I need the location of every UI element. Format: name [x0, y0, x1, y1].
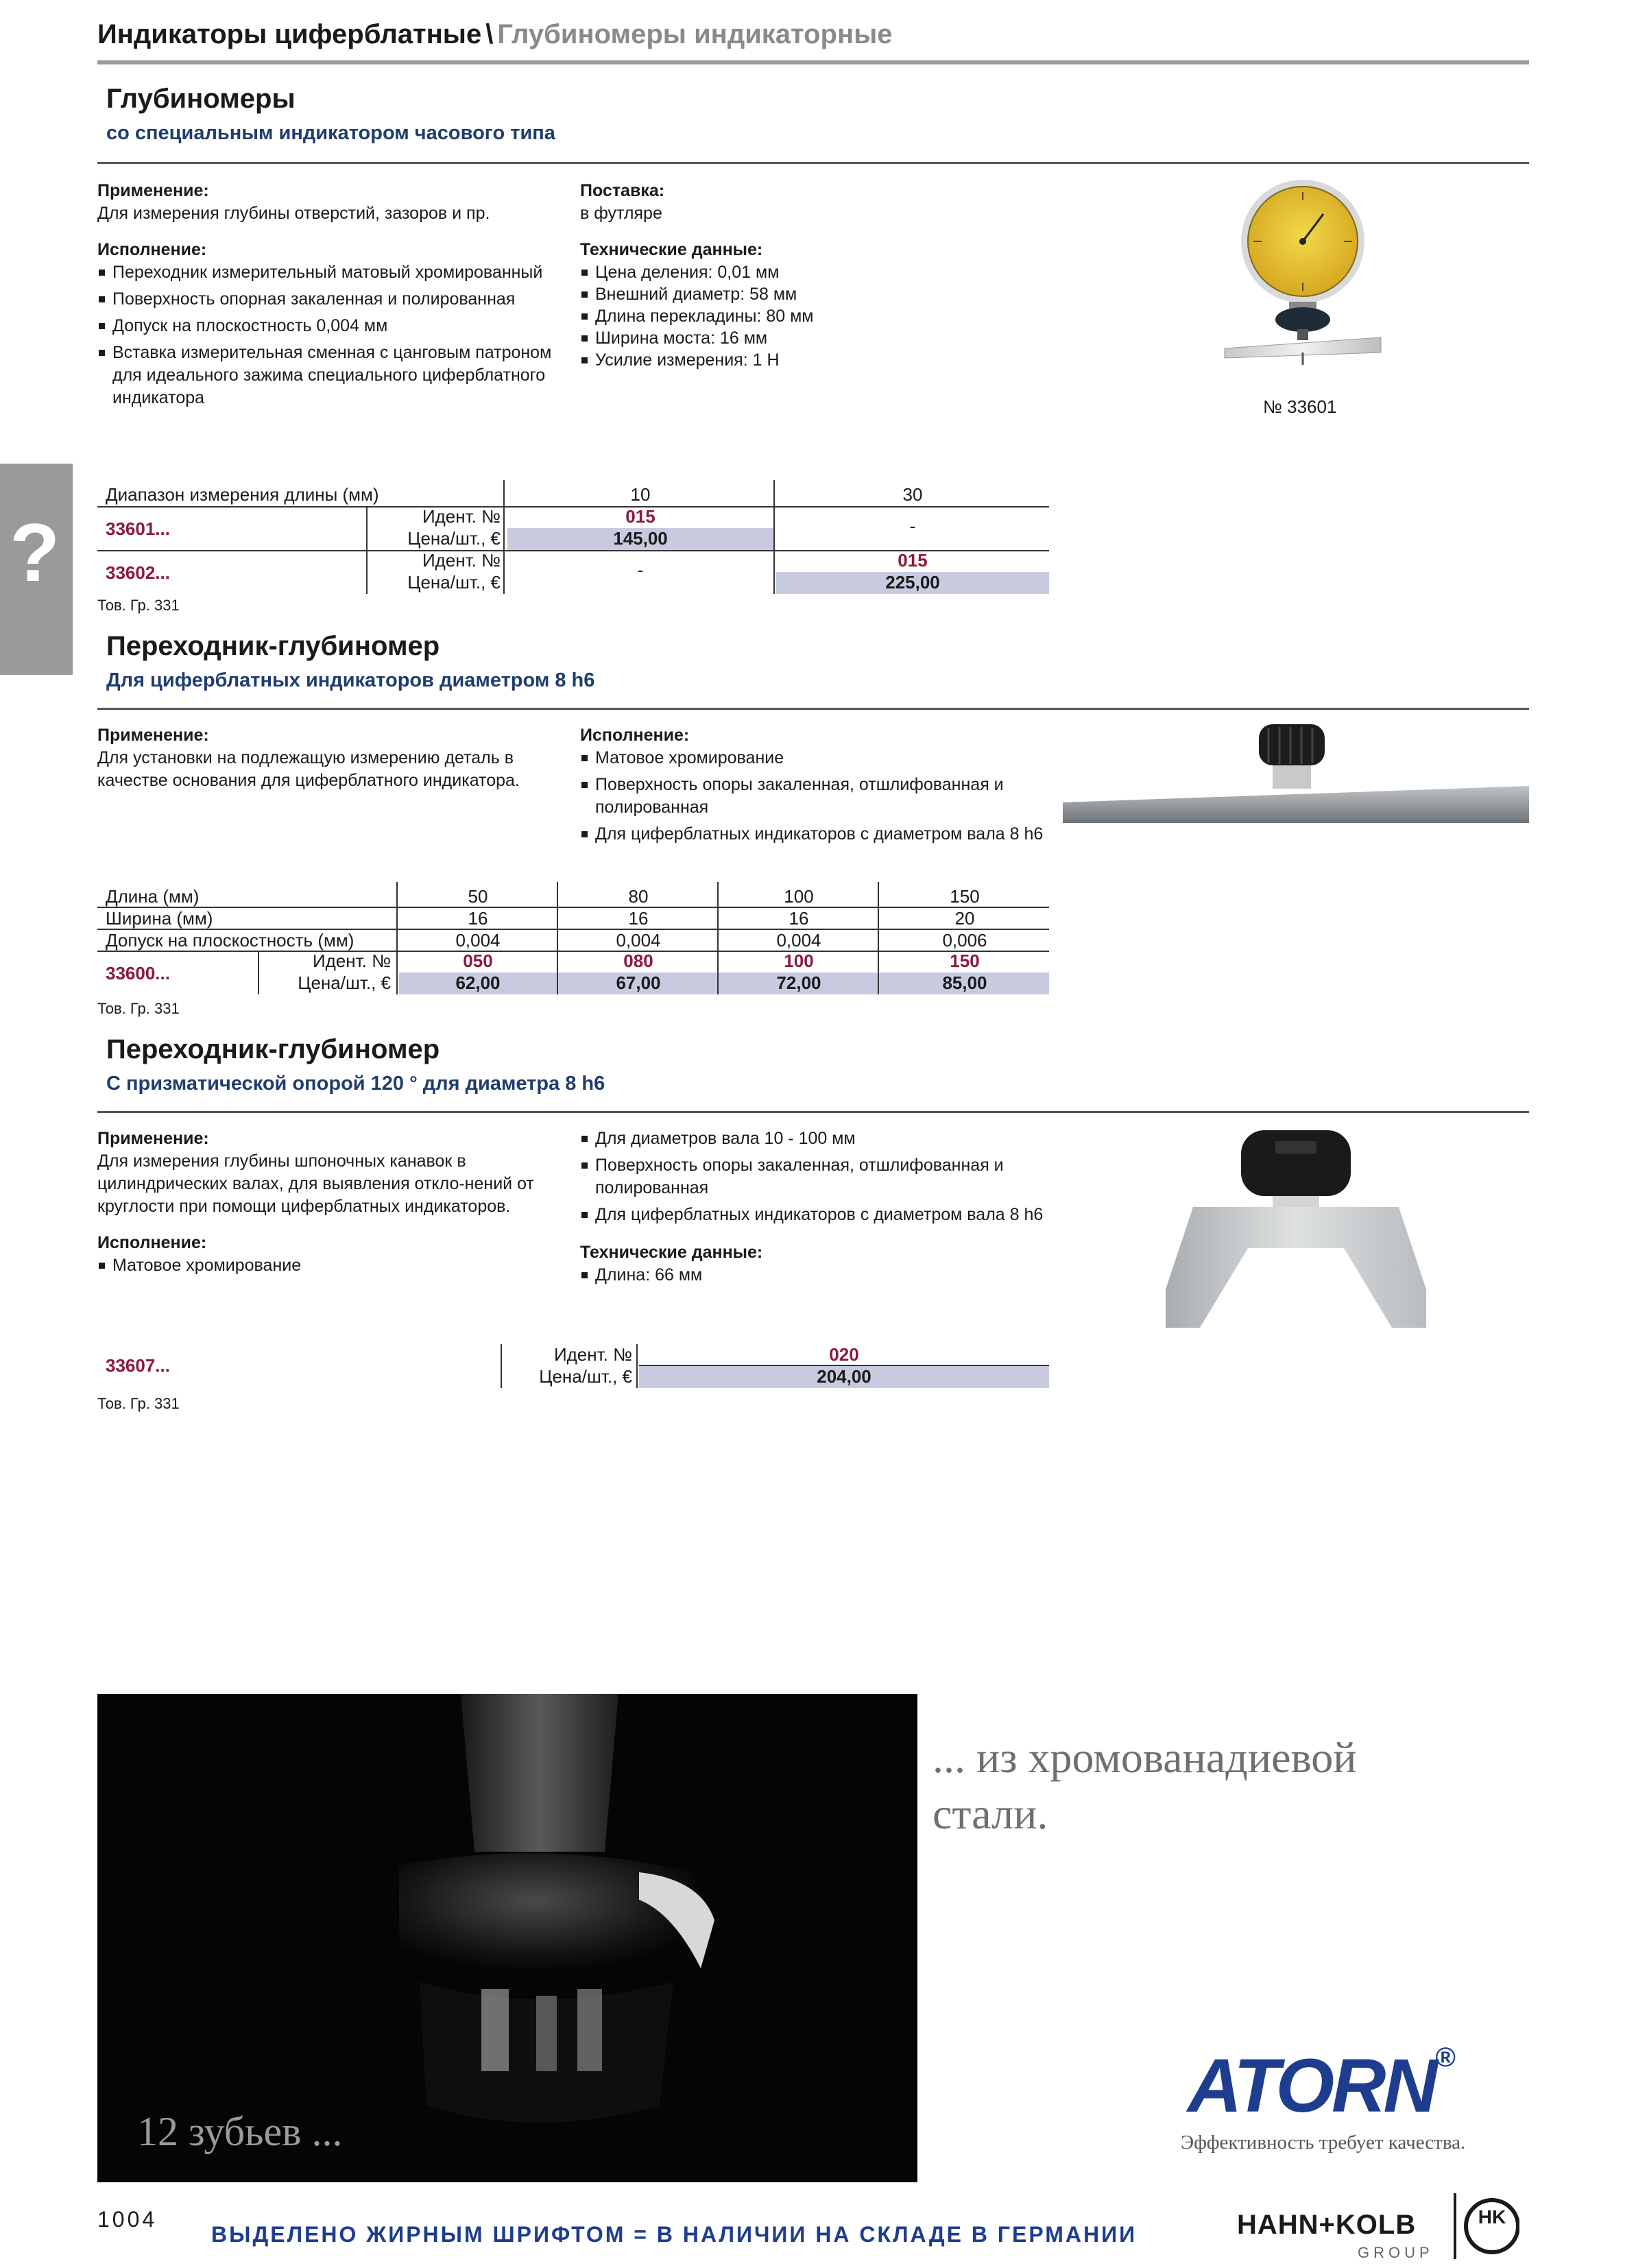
price-label: Цена/шт., €	[407, 528, 501, 549]
spec-label: Длина (мм)	[106, 886, 200, 907]
spec-value: 16	[789, 908, 809, 929]
registered-mark: ®	[1434, 2042, 1453, 2073]
id-value: 050	[463, 951, 493, 971]
tech-label: Технические данные:	[580, 240, 763, 259]
application-label: Применение:	[97, 181, 209, 200]
id-label: Идент. №	[312, 951, 391, 971]
price-label: Цена/шт., €	[298, 972, 391, 993]
product-group: Тов. Гр. 331	[97, 1000, 180, 1017]
tech-label: Технические данные:	[580, 1243, 763, 1262]
spec-label: Ширина (мм)	[106, 908, 213, 929]
price-value: 225,00	[885, 572, 940, 593]
spec-value: 150	[950, 886, 980, 907]
list-item: Матовое хромирование	[97, 1254, 564, 1277]
id-value: 150	[950, 951, 980, 971]
list-item: Длина перекладины: 80 мм	[580, 305, 937, 327]
header-category: Индикаторы циферблатные	[97, 19, 482, 49]
brand-tagline: Эффективность требует качества.	[1181, 2132, 1466, 2153]
application-label: Применение:	[97, 726, 209, 745]
id-value: 020	[829, 1344, 859, 1365]
range-col-10: 10	[630, 484, 651, 505]
page-header	[97, 19, 893, 50]
id-value: 015	[625, 506, 655, 527]
stock-notice: ВЫДЕЛЕНО ЖИРНЫМ ШРИФТОМ = В НАЛИЧИИ НА СКЛАДЕ В ГЕРМАНИИ	[211, 2222, 1138, 2247]
application-text: Для установки на подлежащую измерению деталь в качестве основания для циферблатного индикатора.	[97, 748, 520, 790]
price-value: 72,00	[776, 972, 821, 993]
spec-value: 0,004	[616, 930, 661, 951]
section2-subtitle: Для циферблатных индикаторов диаметром 8 h6	[106, 669, 595, 691]
brand-name: ATORN	[1188, 2044, 1435, 2128]
list-item: Переходник измерительный матовый хромированный	[97, 261, 564, 284]
spec-value: 0,004	[776, 930, 821, 951]
spec-value: 80	[628, 886, 649, 907]
application-text: Для измерения глубины отверстий, зазоров и пр.	[97, 204, 490, 223]
list-item: Ширина моста: 16 мм	[580, 327, 937, 349]
company-name: HAHN+KOLB	[1237, 2210, 1417, 2240]
spec-value: 0,004	[455, 930, 501, 951]
id-value: -	[637, 560, 644, 580]
delivery-label: Поставка:	[580, 181, 665, 200]
id-value: 100	[784, 951, 814, 971]
feature-list	[580, 1127, 1046, 1226]
id-value: 080	[623, 951, 653, 971]
article-33607: 33607...	[106, 1355, 170, 1376]
list-item: Поверхность опоры закаленная, отшлифованная и полированная	[580, 774, 1046, 819]
product-group: Тов. Гр. 331	[97, 597, 180, 614]
spec-value: 20	[954, 908, 975, 929]
tech-list	[580, 261, 937, 371]
dial-depth-gauge-image	[1220, 173, 1385, 365]
spec-value: 50	[468, 886, 488, 907]
banner-overlay-text: 12 зубьев ...	[137, 2109, 343, 2154]
id-label: Идент. №	[553, 1344, 632, 1365]
slogan-line: стали.	[933, 1789, 1048, 1838]
depth-bridge-image	[1063, 720, 1529, 827]
execution-list	[97, 1254, 564, 1277]
execution-label: Исполнение:	[97, 1233, 207, 1252]
product-group: Тов. Гр. 331	[97, 1395, 180, 1412]
price-value: 67,00	[616, 972, 661, 993]
section3-left-text	[97, 1127, 564, 1277]
range-header-label: Диапазон измерения длины (мм)	[106, 484, 379, 505]
section3-title: Переходник-глубиномер	[106, 1034, 440, 1064]
list-item: Допуск на плоскостность 0,004 мм	[97, 315, 564, 337]
list-item: Для циферблатных индикаторов с диаметром вала 8 h6	[580, 1204, 1046, 1226]
execution-label: Исполнение:	[97, 240, 207, 259]
section1-rule	[97, 162, 1529, 164]
section2-title: Переходник-глубиномер	[106, 631, 440, 661]
section1-right-text	[580, 180, 937, 371]
section2-right-text	[580, 724, 1046, 846]
delivery-text: в футляре	[580, 204, 662, 223]
execution-list	[580, 747, 1046, 846]
section3-right-text	[580, 1127, 1046, 1287]
list-item: Для диаметров вала 10 - 100 мм	[580, 1127, 1046, 1150]
section1-subtitle: со специальным индикатором часового типа	[106, 122, 555, 144]
header-subcategory: Глубиномеры индикаторные	[497, 19, 893, 49]
article-33602: 33602...	[106, 562, 170, 583]
execution-label: Исполнение:	[580, 726, 690, 745]
header-rule	[97, 60, 1529, 64]
prism-bridge-image	[1166, 1125, 1426, 1330]
article-33601: 33601...	[106, 518, 170, 539]
id-value: 015	[898, 550, 928, 571]
id-label: Идент. №	[422, 550, 501, 571]
price-label: Цена/шт., €	[407, 572, 501, 593]
tech-list	[580, 1264, 1046, 1287]
atorn-logo	[1188, 2042, 1452, 2129]
article-33600: 33600...	[106, 963, 170, 983]
section2-left-text	[97, 724, 564, 792]
section1-title: Глубиномеры	[106, 84, 296, 114]
list-item: Длина: 66 мм	[580, 1264, 1046, 1287]
spec-value: 0,006	[942, 930, 987, 951]
id-label: Идент. №	[422, 506, 501, 527]
logo-letters: HK	[1478, 2206, 1506, 2228]
price-value: 145,00	[613, 528, 668, 549]
section1-left-text	[97, 180, 564, 409]
page-number: 1004	[97, 2207, 158, 2232]
list-item: Внешний диаметр: 58 мм	[580, 283, 937, 305]
spec-value: 100	[784, 886, 814, 907]
side-tab	[0, 464, 73, 675]
execution-list	[97, 261, 564, 409]
list-item: Вставка измерительная сменная с цанговым патроном для идеального зажима специального циферблатного индикатора	[97, 342, 564, 409]
application-label: Применение:	[97, 1129, 209, 1148]
hahn-kolb-logo-icon	[1454, 2193, 1519, 2259]
price-label: Цена/шт., €	[539, 1366, 632, 1387]
application-text: Для измерения глубины шпоночных канавок в цилиндрических валах, для выявления откло-нений от круглости при помощи циферблатных индикаторов.	[97, 1151, 534, 1216]
list-item: Цена деления: 0,01 мм	[580, 261, 937, 283]
list-item: Матовое хромирование	[580, 747, 1046, 769]
company-group: GROUP	[1358, 2244, 1434, 2261]
price-value: 62,00	[455, 972, 501, 993]
list-item: Поверхность опоры закаленная, отшлифованная и полированная	[580, 1154, 1046, 1199]
price-value: 204,00	[817, 1366, 871, 1387]
list-item: Поверхность опорная закаленная и полированная	[97, 288, 564, 311]
range-col-30: 30	[902, 484, 923, 505]
image-caption: № 33601	[1263, 396, 1337, 417]
banner-slogan	[933, 1730, 1357, 1842]
section3-rule	[97, 1111, 1529, 1113]
spec-label: Допуск на плоскостность (мм)	[106, 930, 354, 951]
list-item: Для циферблатных индикаторов с диаметром вала 8 h6	[580, 823, 1046, 846]
question-icon: ?	[10, 507, 60, 599]
section2-rule	[97, 708, 1529, 710]
spec-value: 16	[628, 908, 649, 929]
header-separator: \	[485, 19, 494, 49]
id-value: -	[909, 516, 916, 536]
price-value: 85,00	[942, 972, 987, 993]
list-item: Усилие измерения: 1 Н	[580, 349, 937, 371]
section3-subtitle: С призматической опорой 120 ° для диаметра 8 h6	[106, 1073, 605, 1095]
spec-value: 16	[468, 908, 488, 929]
slogan-line: ... из хромованадиевой	[933, 1733, 1357, 1782]
